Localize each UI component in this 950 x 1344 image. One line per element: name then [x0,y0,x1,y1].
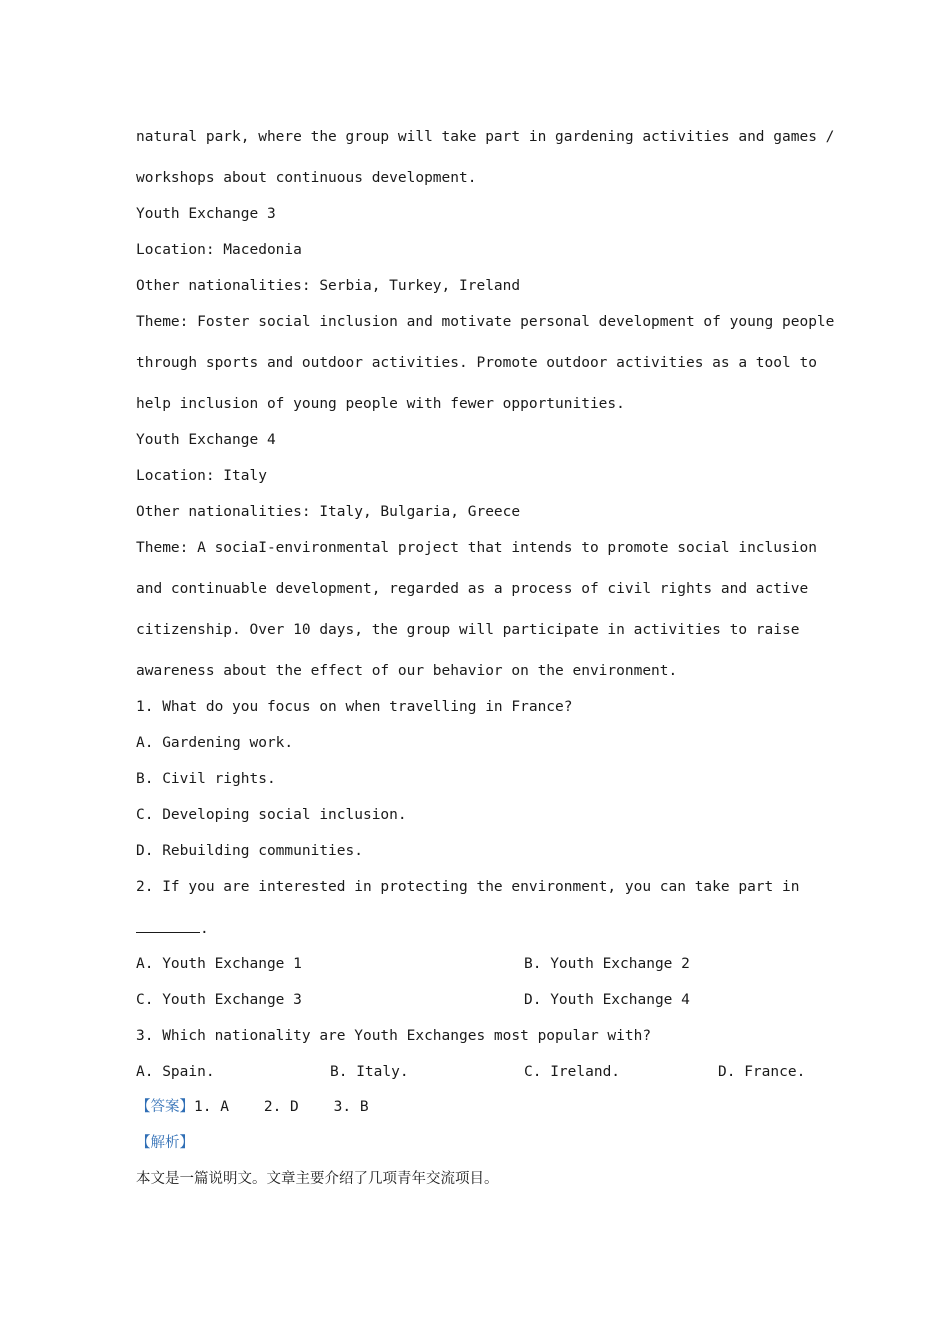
question-3-option-d: D. France. [718,1064,806,1080]
youth-exchange-4-location: Location: Italy [136,468,267,484]
question-2-stem: 2. If you are interested in protecting the environment, you can take part in [136,879,800,895]
question-1-option-b: B. Civil rights. [136,771,276,787]
youth-exchange-4-theme: awareness about the effect of our behavior on the environment. [136,663,678,679]
youth-exchange-4-title: Youth Exchange 4 [136,432,276,448]
youth-exchange-4-theme: citizenship. Over 10 days, the group will participate in activities to raise [136,622,800,638]
question-3-stem: 3. Which nationality are Youth Exchanges most popular with? [136,1028,652,1044]
youth-exchange-3-theme: through sports and outdoor activities. Promote outdoor activities as a tool to [136,355,817,371]
question-2-option-d: D. Youth Exchange 4 [524,992,690,1008]
analysis-tag: 【解析】 [136,1135,194,1151]
question-2-option-c: C. Youth Exchange 3 [136,992,302,1008]
youth-exchange-3-nationalities: Other nationalities: Serbia, Turkey, Ireland [136,278,521,294]
youth-exchange-4-theme: Theme: A sociaI-environmental project that intends to promote social inclusion [136,540,817,556]
question-2-option-a: A. Youth Exchange 1 [136,956,302,972]
analysis-text: 本文是一篇说明文。文章主要介绍了几项青年交流项目。 [136,1171,499,1187]
question-3-option-c: C. Ireland. [524,1064,621,1080]
youth-exchange-3-theme: Theme: Foster social inclusion and motivate personal development of young people [136,314,835,330]
question-1-option-a: A. Gardening work. [136,735,294,751]
answer-text: 1. A 2. D 3. B [194,1099,369,1115]
youth-exchange-3-theme: help inclusion of young people with fewer opportunities. [136,396,625,412]
youth-exchange-3-location: Location: Macedonia [136,242,302,258]
youth-exchange-4-nationalities: Other nationalities: Italy, Bulgaria, Greece [136,504,521,520]
analysis-line [136,1133,194,1153]
youth-exchange-4-theme: and continuable development, regarded as a process of civil rights and active [136,581,809,597]
answer-tag: 【答案】 [136,1099,194,1115]
answer-blank [136,918,200,933]
question-1-option-c: C. Developing social inclusion. [136,807,407,823]
question-2-blank: . [136,918,209,939]
passage-line: natural park, where the group will take part in gardening activities and games / [136,129,835,145]
answer-line [136,1097,369,1117]
question-3-option-b: B. Italy. [330,1064,409,1080]
question-1-stem: 1. What do you focus on when travelling in France? [136,699,573,715]
question-1-option-d: D. Rebuilding communities. [136,843,363,859]
passage-line: workshops about continuous development. [136,170,477,186]
question-2-option-b: B. Youth Exchange 2 [524,956,690,972]
youth-exchange-3-title: Youth Exchange 3 [136,206,276,222]
question-3-option-a: A. Spain. [136,1064,215,1080]
